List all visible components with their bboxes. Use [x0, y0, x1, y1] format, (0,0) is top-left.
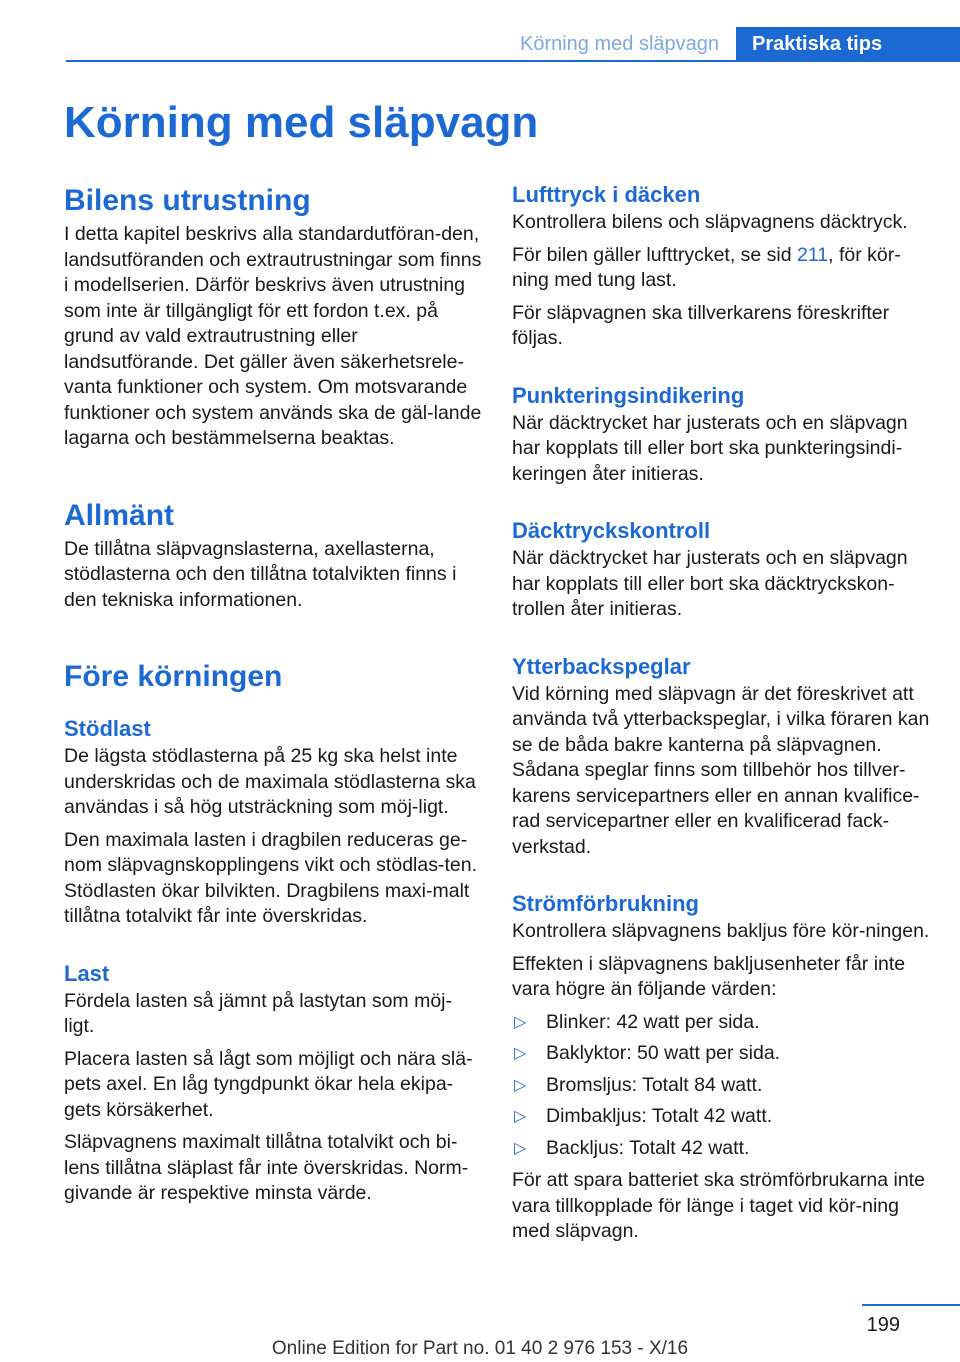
page-reference-link[interactable]: 211 [797, 243, 829, 266]
left-column [64, 180, 482, 1214]
heading-power-consumption: Strömförbrukning [512, 891, 699, 916]
footer-divider [862, 1304, 960, 1306]
tire-pressure-text-2: För bilen gäller lufttrycket, se sid 211, för kör-ning med tung last. [512, 243, 901, 291]
triangle-bullet-icon: ▷ [514, 1013, 527, 1031]
list-item: ▷ Bromsljus: Totalt 84 watt. [512, 1073, 932, 1099]
equipment-text: I detta kapitel beskrivs alla standardutföran-den, landsutföranden och extrautrustningar som finns i modellserien. Därför beskrivs även utrustning som inte är tillgängligt för ett fordon t.ex. på grund av vald extrautrustning eller landsutförande. Det gäller även säkerhetsrele-vanta funktioner och system. Om motsvarande funktioner och system används ska de gäl-lande lagarna och bestämmelserna beaktas. [64, 223, 482, 449]
tire-pressure-monitor-text: När däcktrycket har justerats och en släpvagn har kopplats till eller bort ska däcktryckskon-trollen åter initieras. [512, 547, 908, 620]
triangle-bullet-icon: ▷ [514, 1076, 527, 1094]
support-load-text-1: De lägsta stödlasterna på 25 kg ska helst inte underskridas och de maximala stödlasterna ska användas i så hög utsträckning som möj-ligt. [64, 745, 476, 818]
heading-load: Last [64, 960, 110, 986]
tire-pressure-text-1: Kontrollera bilens och släpvagnens däcktryck. [512, 211, 908, 233]
triangle-bullet-icon: ▷ [514, 1045, 527, 1062]
header-chapter-tab: Praktiska tips [736, 27, 960, 61]
heading-puncture-indicator: Punkteringsindikering [512, 382, 745, 408]
list-item: ▷ Dimbakljus: Totalt 42 watt. [512, 1104, 932, 1130]
power-text-2: Effekten i släpvagnens bakljusenheter får inte vara högre än följande värden: [512, 952, 906, 1000]
power-text-1: Kontrollera släpvagnens bakljus före kör-ningen. [512, 920, 930, 942]
load-text-3: Släpvagnens maximalt tillåtna totalvikt och bi-lens tillåtna släplast får inte överskridas. Norm-givande är respektive minsta värde. [64, 1131, 469, 1204]
header-section-title: Körning med släpvagn [519, 33, 719, 55]
heading-tire-pressure: Lufttryck i däcken [512, 182, 701, 207]
tire-pressure-text-3: För släpvagnen ska tillverkarens föreskrifter följas. [512, 301, 890, 349]
footer-edition: Online Edition for Part no. 01 40 2 976 153 - X/16 [271, 1338, 689, 1359]
power-text-3: För att spara batteriet ska strömförbrukarna inte vara tillkopplade för länge i taget vid kör-ning med släpvagn. [512, 1169, 925, 1242]
load-text-1: Fördela lasten så jämnt på lastytan som möj-ligt. [64, 989, 453, 1037]
heading-support-load: Stödlast [64, 716, 151, 741]
right-column [512, 180, 932, 1252]
header-divider [66, 60, 960, 62]
list-item: ▷ Backljus: Totalt 42 watt. [512, 1136, 932, 1162]
heading-exterior-mirrors: Ytterbackspeglar [512, 653, 691, 679]
heading-equipment: Bilens utrustning [64, 184, 311, 217]
heading-before-driving: Före körningen [64, 660, 283, 693]
heading-tire-pressure-monitor: Däcktryckskontroll [512, 518, 711, 543]
support-load-text-2: Den maximala lasten i dragbilen reduceras ge-nom släpvagnskopplingens vikt och stödlas-ten. Stödlasten ökar bilvikten. Dragbilens maxi-malt tillåtna totalvikt får inte överskridas. [64, 828, 477, 927]
running-header [0, 27, 960, 61]
list-item: ▷ Baklyktor: 50 watt per sida. [512, 1041, 932, 1067]
page-number: 199 [866, 1314, 900, 1336]
exterior-mirrors-text: Vid körning med släpvagn är det föreskrivet att använda två ytterbackspeglar, i vilka föraren kan se de båda bakre kanterna på släpvagnen. Sådana speglar finns som tillbehör hos tillver-karens servicepartners eller en annan kvalifice-rad servicepartner eller en kvalificerad fack-verkstad. [512, 682, 930, 858]
triangle-bullet-icon: ▷ [514, 1139, 527, 1157]
triangle-bullet-icon: ▷ [514, 1108, 527, 1125]
page-title: Körning med släpvagn [64, 98, 539, 147]
list-item: ▷ Blinker: 42 watt per sida. [512, 1010, 932, 1036]
load-text-2: Placera lasten så lågt som möjligt och nära slä-pets axel. En låg tyngdpunkt ökar hela ekipa-gets körsäkerhet. [64, 1047, 473, 1121]
puncture-indicator-text: När däcktrycket har justerats och en släpvagn har kopplats till eller bort ska punkteringsindi-keringen åter initieras. [512, 411, 908, 485]
general-text: De tillåtna släpvagnslasterna, axellasterna, stödlasterna och den tillåtna totalvikten finns i den tekniska informationen. [64, 537, 457, 611]
heading-general: Allmänt [64, 498, 175, 532]
power-limits-list [512, 1010, 932, 1162]
